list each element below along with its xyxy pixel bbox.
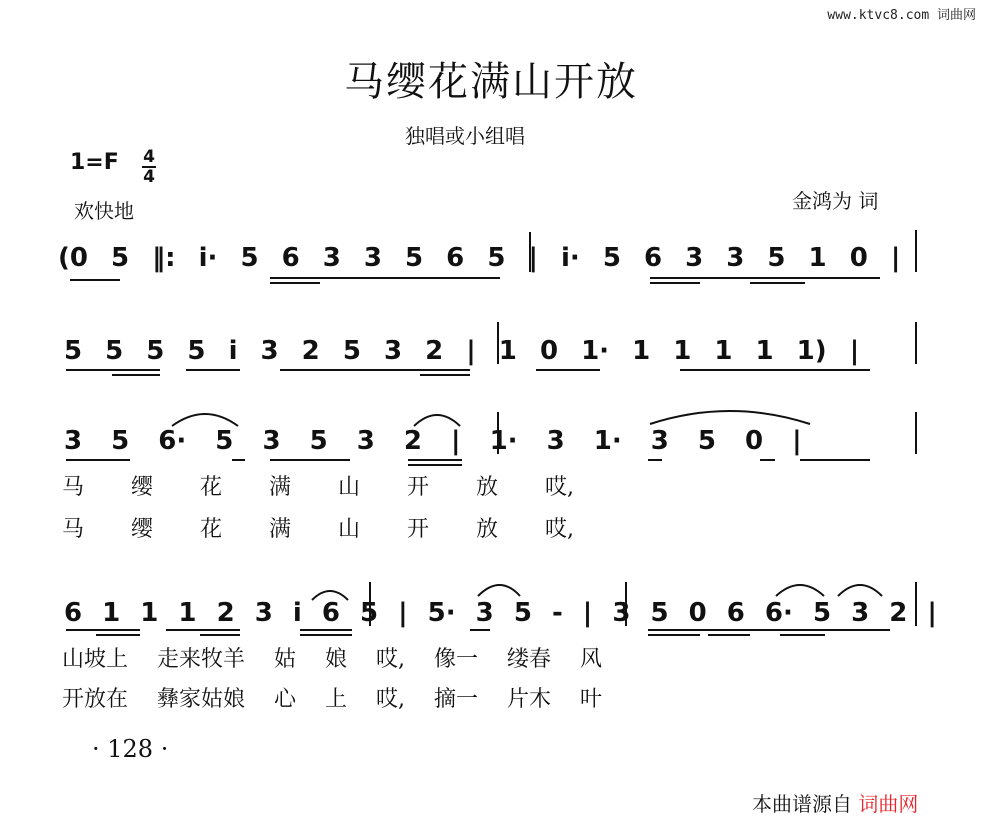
song-title: 马缨花满山开放 xyxy=(344,59,638,105)
performance-note: 独唱或小组唱 xyxy=(405,124,525,148)
lyric-line-3b: 马 缨 花 满 山 开 放 哎, xyxy=(62,517,574,542)
tempo-marking: 欢快地 xyxy=(74,199,134,223)
watermark-top: www.ktvc8.com 词曲网 xyxy=(827,8,976,23)
lyric-line-3a: 马 缨 花 满 山 开 放 哎, xyxy=(62,475,574,500)
page-number: · 128 · xyxy=(92,735,169,763)
time-signature-bottom: 4 xyxy=(143,167,155,187)
time-signature xyxy=(142,148,156,186)
watermark-site: 词曲网 xyxy=(858,792,919,816)
key-signature: 1=F xyxy=(70,150,119,175)
time-signature-top: 4 xyxy=(143,147,155,167)
notation-line-1: (0 5 ‖: i· 5 6 3 3 5 6 5 | i· 5 6 3 3 5 1 0 | xyxy=(58,243,901,273)
watermark-prefix: 本曲谱源自 xyxy=(752,792,852,816)
lyricist: 金鸿为 词 xyxy=(792,189,879,213)
lyric-line-4a: 山坡上 走来牧羊 姑 娘 哎, 像一 缕春 风 xyxy=(62,647,602,672)
notation-line-3: 3 5 6· 5 3 5 3 2 | 1· 3 1· 3 5 0 | xyxy=(64,426,802,456)
lyric-line-4b: 开放在 彝家姑娘 心 上 哎, 摘一 片木 叶 xyxy=(62,687,602,712)
watermark-bottom xyxy=(752,788,918,817)
notation-line-2: 5 5 5 5 i 3 2 5 3 2 | 1 0 1· 1 1 1 1 1) | xyxy=(64,336,860,366)
notation-line-4: 6 1 1 1 2 3 i 6 5 | 5· 3 5 - | 3 5 0 6 6· 5 3 2 | xyxy=(64,598,937,628)
